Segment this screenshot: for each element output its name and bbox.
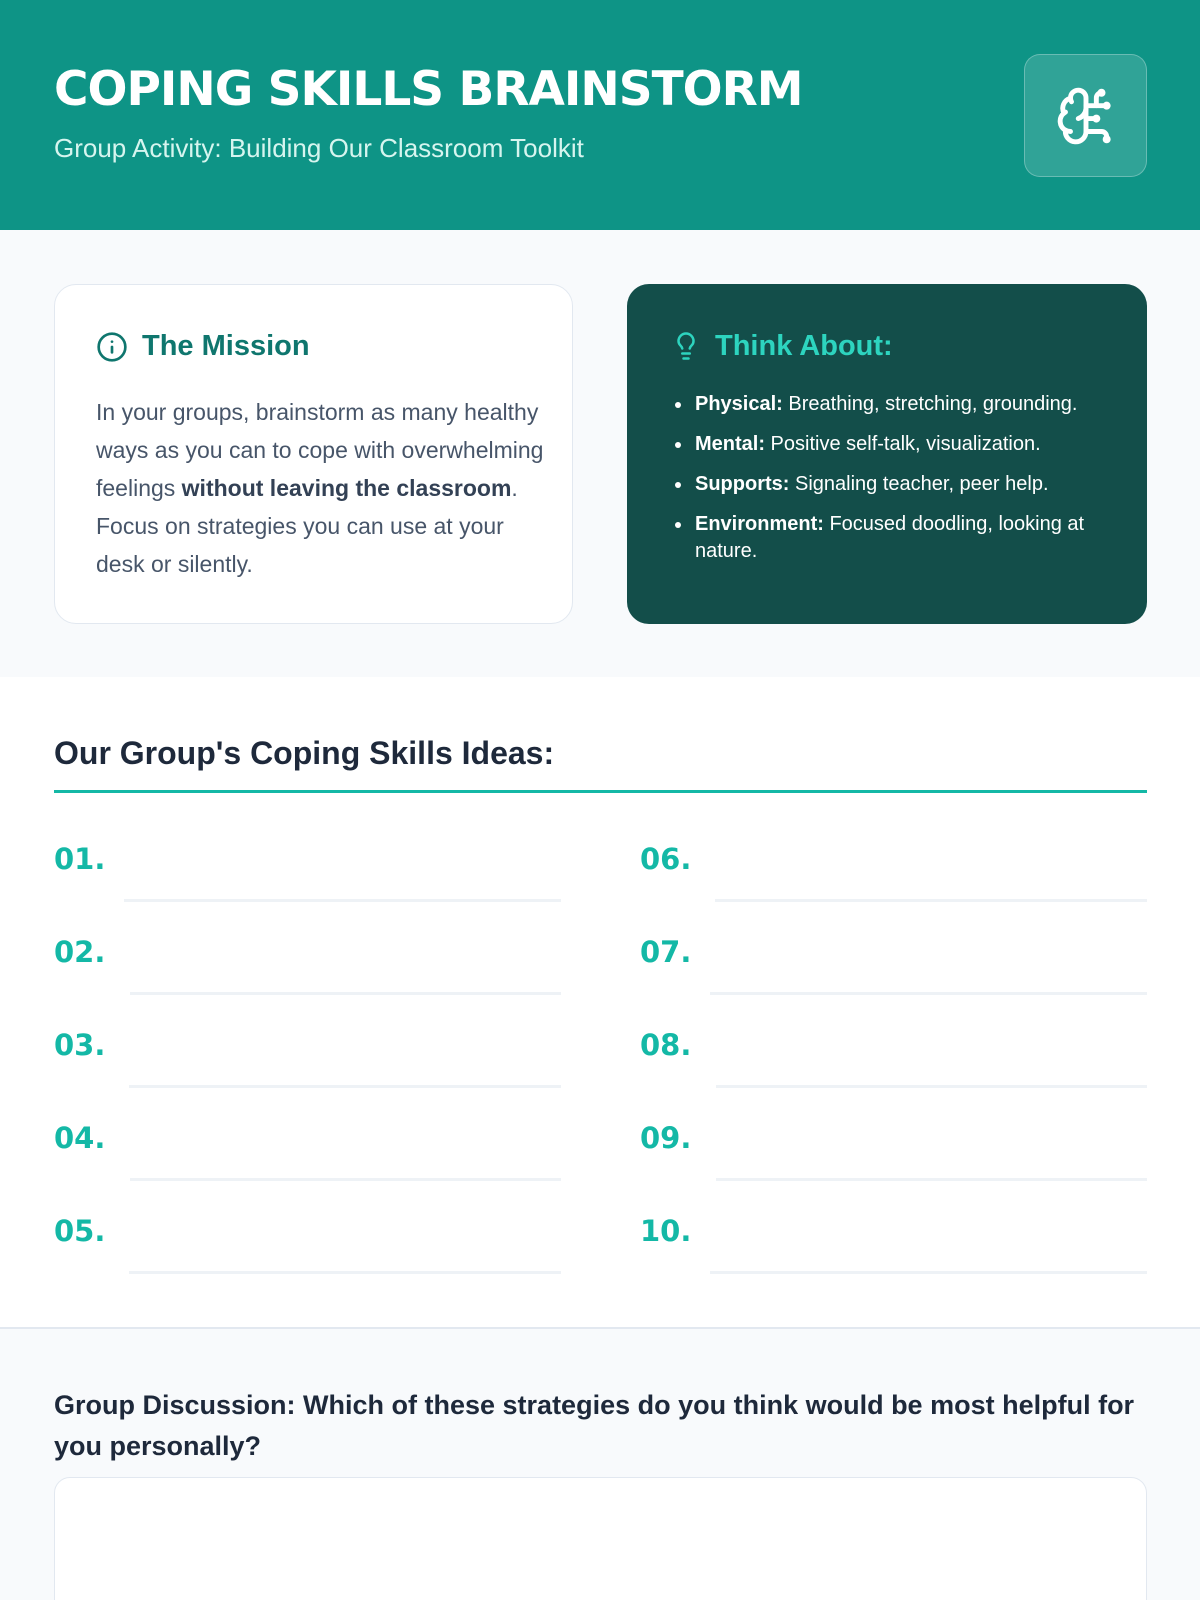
think-item-label: Environment: xyxy=(695,513,824,535)
mission-text xyxy=(96,393,546,583)
idea-writing-line[interactable] xyxy=(715,899,1147,902)
page-header xyxy=(0,0,1200,230)
think-item-text: Focused doodling, looking at nature. xyxy=(695,513,1085,562)
idea-number: 06. xyxy=(640,842,692,876)
ideas-title: Our Group's Coping Skills Ideas: xyxy=(54,735,555,771)
idea-row xyxy=(54,935,561,995)
lightbulb-icon xyxy=(671,329,701,363)
mission-text-intro: In your groups, brainstorm as many healthy ways as you can to cope with overwhelming feelings xyxy=(96,399,544,501)
think-item-text: Signaling teacher, peer help. xyxy=(789,473,1049,495)
think-item-label: Mental: xyxy=(695,433,765,455)
mission-text-outro: . Focus on strategies you can use at your desk or silently. xyxy=(96,475,518,577)
think-item xyxy=(693,431,1133,458)
mission-card xyxy=(54,284,573,624)
idea-writing-line[interactable] xyxy=(124,899,561,902)
idea-writing-line[interactable] xyxy=(716,1085,1147,1088)
discussion-section xyxy=(0,1327,1200,1600)
idea-row xyxy=(54,842,561,902)
page-title: COPING SKILLS BRAINSTORM xyxy=(54,62,803,117)
idea-row xyxy=(640,935,1147,995)
idea-writing-line[interactable] xyxy=(716,1178,1147,1181)
brain-icon xyxy=(1055,85,1117,147)
idea-number: 04. xyxy=(54,1121,106,1155)
think-heading xyxy=(671,329,893,363)
idea-number: 02. xyxy=(54,935,106,969)
idea-row xyxy=(640,842,1147,902)
idea-writing-line[interactable] xyxy=(130,1178,561,1181)
idea-writing-line[interactable] xyxy=(130,992,561,995)
discussion-answer-box[interactable] xyxy=(54,1477,1147,1600)
think-heading-label: Think About: xyxy=(715,329,893,362)
mission-text-emphasis: without leaving the classroom xyxy=(181,475,512,501)
think-list xyxy=(693,391,1133,578)
idea-number: 08. xyxy=(640,1028,692,1062)
idea-number: 03. xyxy=(54,1028,106,1062)
idea-number: 07. xyxy=(640,935,692,969)
discussion-question: Group Discussion: Which of these strategies do you think would be most helpful for you personally? xyxy=(54,1390,1135,1461)
idea-row xyxy=(54,1121,561,1181)
idea-writing-line[interactable] xyxy=(129,1271,561,1274)
page-subtitle: Group Activity: Building Our Classroom Toolkit xyxy=(54,133,584,163)
think-item xyxy=(693,391,1133,418)
think-about-card xyxy=(627,284,1147,624)
idea-row xyxy=(54,1028,561,1088)
info-icon xyxy=(96,331,128,363)
idea-number: 01. xyxy=(54,842,106,876)
mission-heading-label: The Mission xyxy=(142,330,310,362)
intro-section xyxy=(0,230,1200,677)
ideas-divider xyxy=(54,790,1147,793)
think-item-text: Breathing, stretching, grounding. xyxy=(782,393,1078,415)
think-item-label: Physical: xyxy=(695,393,783,415)
header-icon-badge xyxy=(1024,54,1147,177)
mission-heading xyxy=(96,330,310,363)
idea-number: 10. xyxy=(640,1214,692,1248)
idea-writing-line[interactable] xyxy=(710,1271,1147,1274)
think-item xyxy=(693,511,1133,565)
idea-row xyxy=(640,1121,1147,1181)
idea-writing-line[interactable] xyxy=(129,1085,561,1088)
think-item-label: Supports: xyxy=(695,473,790,495)
idea-row xyxy=(640,1214,1147,1274)
idea-number: 09. xyxy=(640,1121,692,1155)
think-item-text: Positive self-talk, visualization. xyxy=(765,433,1041,455)
think-item xyxy=(693,471,1133,498)
idea-writing-line[interactable] xyxy=(710,992,1147,995)
idea-row xyxy=(640,1028,1147,1088)
idea-row xyxy=(54,1214,561,1274)
idea-number: 05. xyxy=(54,1214,106,1248)
